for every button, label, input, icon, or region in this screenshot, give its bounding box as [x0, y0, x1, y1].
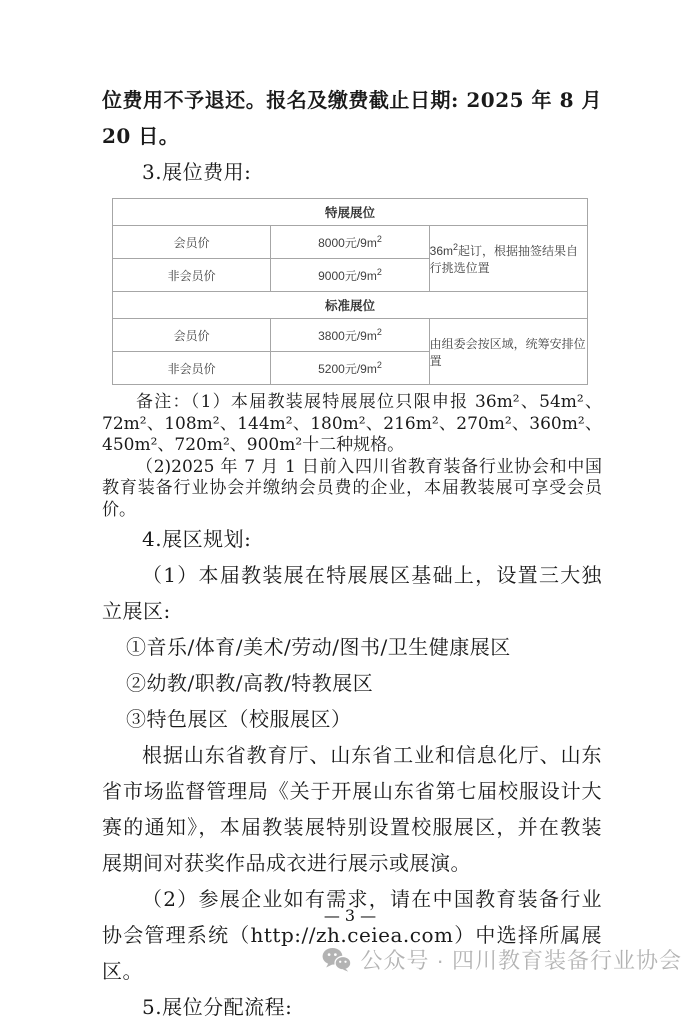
list-item-zone-2: ②幼教/职教/高教/特教展区 [126, 671, 374, 695]
heading-booth-fee: 3.展位费用: [142, 160, 252, 184]
price-text: 9000元/9m [318, 268, 377, 283]
table-row-standard-header [113, 292, 588, 319]
cell-standard-note [429, 319, 587, 385]
note-text: 起订，根据抽签结果自行挑选位置 [429, 243, 579, 275]
table-row-special-header [113, 199, 588, 226]
list-item-zone-1: ①音乐/体育/美术/劳动/图书/卫生健康展区 [126, 635, 511, 659]
table-row [113, 319, 588, 352]
price-superscript: 2 [376, 326, 382, 337]
cell-member-price-value [271, 319, 429, 352]
note-text: 36m [429, 243, 453, 258]
paragraph-deadline: 位费用不予退还。报名及缴费截止日期: 2025 年 8 月 20 日。 [102, 88, 602, 148]
paragraph-zone-intro: （1）本届教装展在特展展区基础上，设置三大独立展区: [102, 563, 602, 623]
booth-fee-table [112, 198, 588, 385]
price-superscript: 2 [376, 359, 382, 370]
cell-nonmember-price-label: 非会员价 [113, 352, 271, 385]
wechat-account-banner [322, 944, 682, 975]
heading-allocation-process: 5.展位分配流程: [142, 995, 293, 1019]
note-text: 由组委会按区域，统筹安排位置 [429, 336, 586, 368]
price-text: 3800元/9m [318, 328, 377, 343]
section-header-special-booth: 特展展位 [113, 199, 588, 226]
list-item-zone-3: ③特色展区（校服展区） [126, 707, 352, 731]
wechat-icon [322, 947, 351, 972]
document-body [102, 82, 602, 1025]
table-remarks [102, 392, 602, 521]
remark-membership: （2)2025 年 7 月 1 日前入四川省教育装备行业协会和中国教育装备行业协会并缴纳会员费的企业，本届教装展可享受会员价。 [102, 456, 602, 520]
paragraph-uniform-contest: 根据山东省教育厅、山东省工业和信息化厅、山东省市场监督管理局《关于开展山东省第七届校服设计大赛的通知》，本届教装展特别设置校服展区，并在教装展期间对获奖作品成衣进行展示或展演。 [102, 743, 602, 875]
price-text: 8000元/9m [318, 235, 377, 250]
cell-member-price-value [271, 226, 429, 259]
price-superscript: 2 [376, 233, 382, 244]
cell-special-note [429, 226, 587, 292]
wechat-account-text: 公众号 · 四川教育装备行业协会 [360, 948, 682, 973]
cell-nonmember-price-label: 非会员价 [113, 259, 271, 292]
price-text: 5200元/9m [318, 361, 377, 376]
remark-specs: 备注：（1）本届教装展特展展位只限申报 36m²、54m²、72m²、108m²、144m²、180m²、216m²、270m²、360m²、450m²、720m²、900m²十二种规格。 [102, 392, 602, 455]
section-header-standard-booth: 标准展位 [113, 292, 588, 319]
table-row [113, 226, 588, 259]
page-number: — 3 — [323, 906, 377, 925]
heading-zone-plan: 4.展区规划: [142, 527, 252, 551]
cell-member-price-label: 会员价 [113, 226, 271, 259]
paragraph-management-system: （2）参展企业如有需求，请在中国教育装备行业协会管理系统（http://zh.ceiea.com）中选择所属展区。 [102, 887, 602, 983]
cell-nonmember-price-value [271, 259, 429, 292]
price-superscript: 2 [376, 266, 382, 277]
cell-nonmember-price-value [271, 352, 429, 385]
cell-member-price-label: 会员价 [113, 319, 271, 352]
note-superscript: 2 [453, 241, 459, 252]
